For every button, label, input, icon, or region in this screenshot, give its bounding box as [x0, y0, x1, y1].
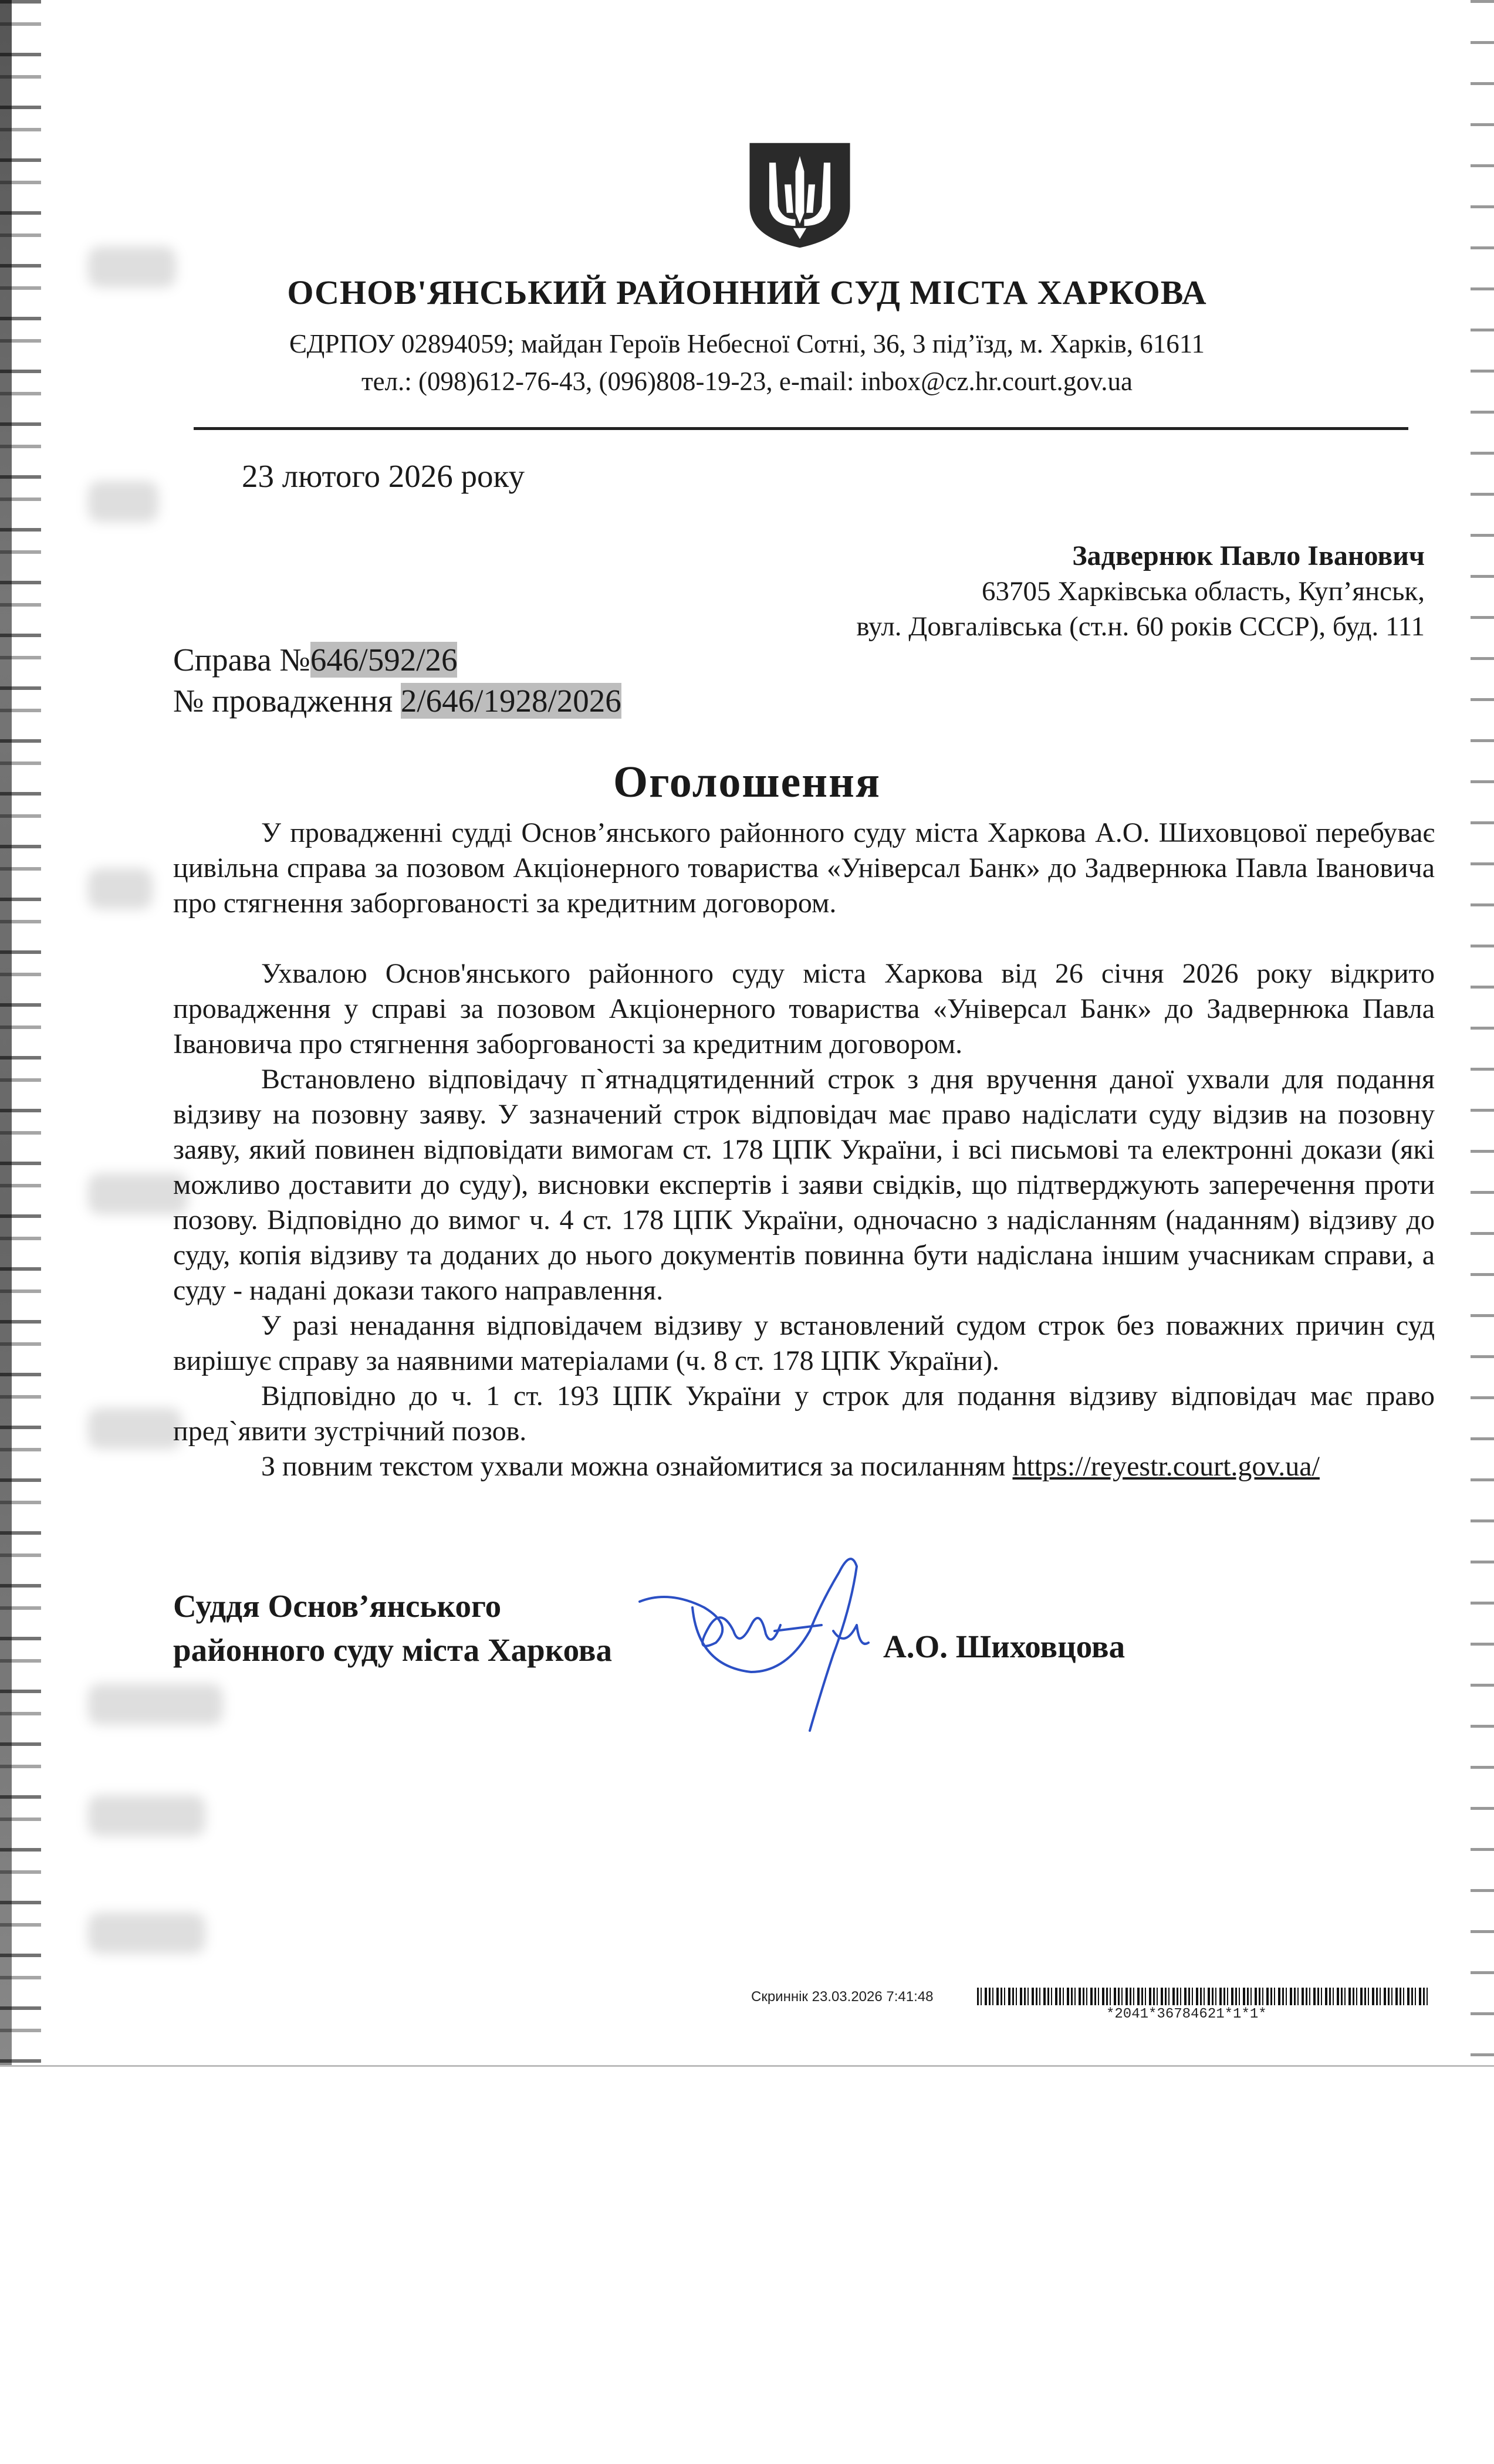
paragraph-2: Ухвалою Основ'янського районного суду міста Харкова від 26 січня 2026 року відкрито провадження у справі за позовом Акціонерного товариства «Універсал Банк» до Задвернюка Павла Івановича про стягнення заборгованості за кредитним договором.: [173, 958, 1435, 1060]
scan-ghost: [88, 868, 153, 909]
signer-title-line1: Суддя Основ’янського: [173, 1588, 502, 1624]
scan-ghost: [88, 1408, 182, 1449]
recipient-name: Задвернюк Павло Іванович: [1072, 540, 1425, 571]
scan-ghost: [88, 481, 158, 522]
registry-link[interactable]: https://reyestr.court.gov.ua/: [1012, 1451, 1320, 1482]
paragraph-1: У провадженні судді Основ’янського районного суду міста Харкова А.О. Шиховцової перебуває цивільна справа за позовом Акціонерного товариства «Універсал Банк» до Задвернюка Павла Івановича про стягнення заборгованості за кредитним договором.: [173, 817, 1435, 919]
document-body: [173, 815, 1435, 1484]
recipient-block: [856, 539, 1425, 644]
signer-title-line2: районного суду міста Харкова: [173, 1632, 613, 1668]
scan-ghost: [88, 1684, 223, 1725]
scan-ghost: [88, 1913, 205, 1954]
document-title: Оголошення: [613, 757, 881, 807]
proceeding-number-line: [173, 681, 621, 722]
case-number-line: [173, 639, 621, 681]
court-name: ОСНОВ'ЯНСЬКИЙ РАЙОННИЙ СУД МІСТА ХАРКОВА: [287, 273, 1207, 312]
barcode-number: *2041*36784621*1*1*: [1106, 2006, 1267, 2022]
court-address: ЄДРПОУ 02894059; майдан Героїв Небесної Сотні, 36, 3 під’їзд, м. Харків, 61611: [289, 329, 1205, 358]
paragraph-6-text: З повним текстом ухвали можна ознайомитися за посиланням: [261, 1451, 1013, 1482]
header-divider: [194, 427, 1408, 430]
barcode-icon: [977, 1988, 1429, 2005]
document-date: 23 лютого 2026 року: [242, 458, 525, 494]
paragraph-5: Відповідно до ч. 1 ст. 193 ЦПК України у строк для подання відзиву відповідач має право пред`явити зустрічний позов.: [173, 1380, 1435, 1447]
proceeding-number: 2/646/1928/2026: [400, 683, 621, 719]
case-block: [173, 639, 621, 722]
signer-title: [173, 1584, 612, 1672]
case-label: Справа №: [173, 642, 310, 678]
judge-name: А.О. Шиховцова: [883, 1629, 1125, 1664]
recipient-address-line1: 63705 Харківська область, Куп’янськ,: [981, 576, 1425, 607]
scan-ghost: [88, 1795, 205, 1836]
paragraph-6: [173, 1449, 1435, 1484]
case-number: 646/592/26: [310, 642, 458, 678]
paragraph-4: У разі ненадання відповідачем відзиву у встановлений судом строк без поважних причин суд вирішує справу за наявними матеріалами (ч. 8 ст. 178 ЦПК України).: [173, 1310, 1435, 1376]
coat-of-arms-icon: [745, 140, 854, 251]
recipient-address-line2: вул. Довгалівська (ст.н. 60 років СССР), буд. 111: [856, 611, 1425, 642]
proceeding-label: № провадження: [173, 683, 401, 719]
court-contacts: тел.: (098)612-76-43, (096)808-19-23, e-mail: inbox@cz.hr.court.gov.ua: [361, 367, 1133, 396]
scanner-stamp: Скриннік 23.03.2026 7:41:48: [751, 1989, 934, 2005]
paragraph-3: Встановлено відповідачу п`ятнадцятиденний строк з дня вручення даної ухвали для подання відзиву на позовну заяву. У зазначений строк відповідач має право надіслати суду відзив на позовну заяву, який повинен відповідати вимогам ст. 178 ЦПК України, і всі письмові та електронні докази (які можливо доставити до суду), висновки експертів і заяви свідків, що підтверджують заперечення проти позову. Відповідно до вимог ч. 4 ст. 178 ЦПК України, одночасно з надісланням (наданням) відзиву до суду, копія відзиву та доданих до нього документів повинна бути надіслана іншим учасникам справи, а суду - надані докази такого направлення.: [173, 1064, 1435, 1306]
page-edge: [0, 2065, 1494, 2067]
